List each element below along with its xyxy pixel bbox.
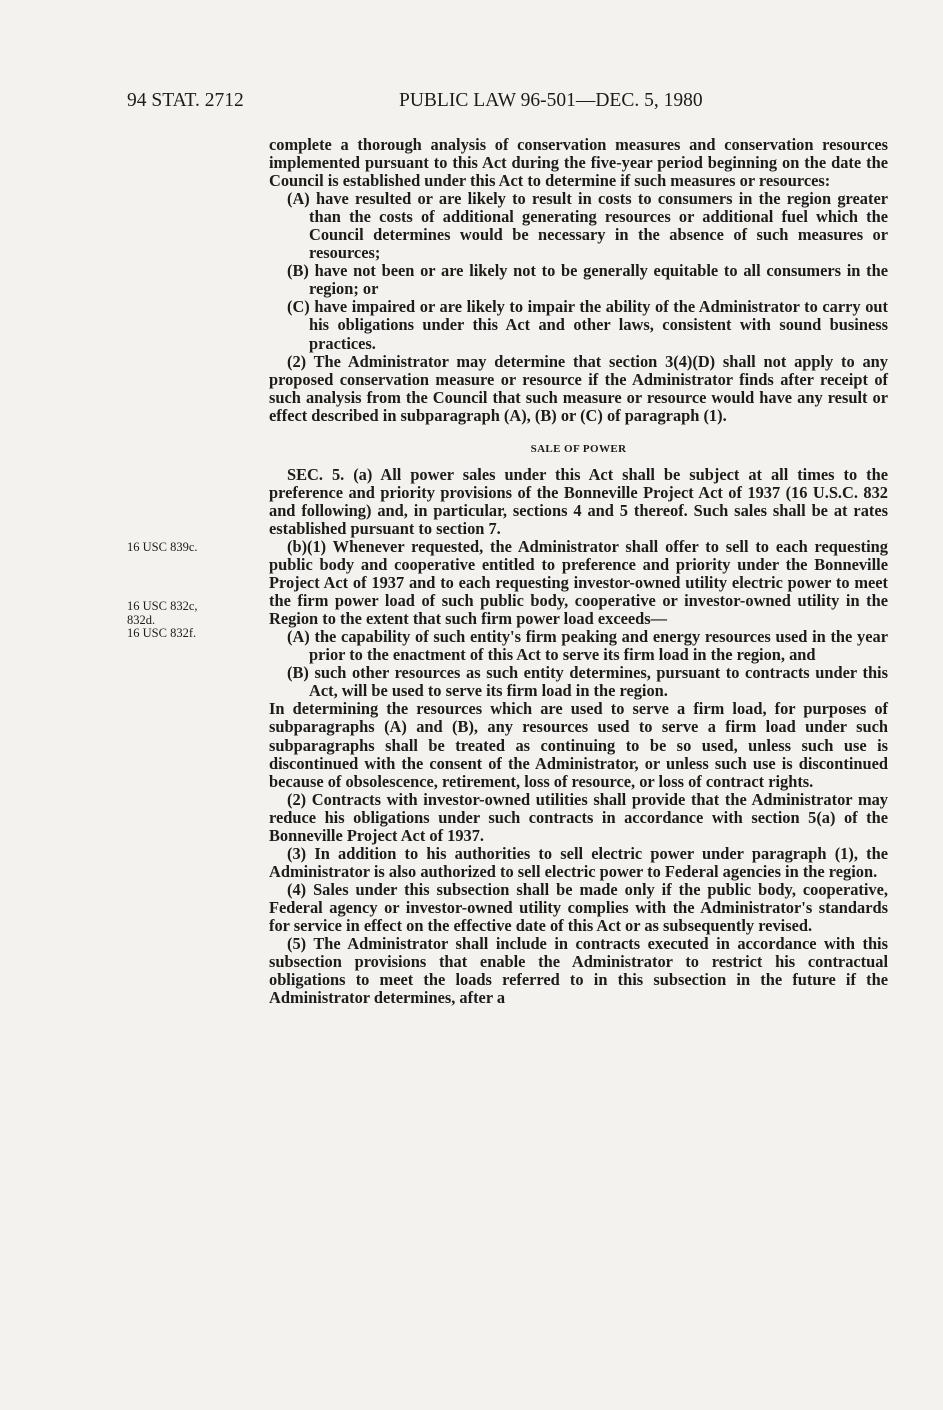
- subparagraph: (C) have impaired or are likely to impair the ability of the Administrator to carry out his obligations under this Act and other laws, consistent with sound business practices.: [287, 297, 888, 353]
- section-paragraph: (3) In addition to his authorities to sell electric power under paragraph (1), the Administrator is also authorized to sell electric power to Federal agencies in the region.: [269, 843, 888, 881]
- section-paragraph: In determining the resources which are used to serve a firm load, for purposes of subparagraphs (A) and (B), any resources used to serve a firm load under such subparagraphs shall be treated as continuing to be so used, unless such use is discontinued with the consent of the Administrator, or unless such use is discontinued because of obsolescence, retirement, loss of resource, or loss of contract rights.: [269, 699, 888, 791]
- section-paragraph: (b)(1) Whenever requested, the Administrator shall offer to sell to each requesting public body and cooperative entitled to preference and priority under the Bonneville Project Act of 1937 and to each requesting investor-owned utility electric power to meet the firm power load of such public body, cooperative or investor-owned utility in the Region to the extent that such firm power load exceeds—: [269, 536, 888, 629]
- section-paragraph: SEC. 5. (a) All power sales under this Act shall be subject at all times to the preference and priority provisions of the Bonneville Project Act of 1937 (16 U.S.C. 832 and following) and, in particular, sections 4 and 5 thereof. Such sales shall be at rates established pursuant to section 7.: [269, 464, 888, 538]
- statute-citation: 94 STAT. 2712: [127, 90, 244, 111]
- section-paragraph: (5) The Administrator shall include in contracts executed in accordance with this subsection provisions that enable the Administrator to restrict his contractual obligations to meet the loads referred to in this subsection in the future if the Administrator determines, after a: [269, 934, 888, 1008]
- section-paragraph: (4) Sales under this subsection shall be made only if the public body, cooperative, Federal agency or investor-owned utility complies with the Administrator's standards for service in effect on the effective date of this Act or as subsequently revised.: [269, 879, 888, 935]
- subparagraph: (A) the capability of such entity's firm peaking and energy resources used in the year prior to the enactment of this Act to serve its firm load in the region, and: [287, 627, 888, 665]
- subparagraph: (B) have not been or are likely not to be generally equitable to all consumers in the region; or: [287, 261, 888, 299]
- section-caption: SALE OF POWER: [530, 442, 627, 455]
- paragraph: (2) The Administrator may determine that section 3(4)(D) shall not apply to any proposed conservation measure or resource if the Administrator finds after receipt of such analysis from the Council that such measure or resource would have any result or effect described in subparagraph (A), (B) or (C) of paragraph (1).: [269, 351, 888, 425]
- page-title: PUBLIC LAW 96-501—DEC. 5, 1980: [399, 90, 703, 111]
- page-header: [127, 90, 887, 116]
- margin-note-citation: 16 USC 832f.: [127, 626, 197, 640]
- statute-body: [269, 136, 888, 1007]
- margin-note-citation: 16 USC 839c.: [127, 540, 198, 554]
- subparagraph: (B) such other resources as such entity determines, pursuant to contracts under this Act, will be used to serve its firm load in the region.: [287, 663, 888, 701]
- margin-note-citation: 832d.: [127, 613, 156, 627]
- subparagraph: (A) have resulted or are likely to result in costs to consumers in the region greater than the costs of additional generating resources or additional fuel which the Council determines would be necessary in the absence of such measures or resources;: [287, 189, 888, 263]
- section-paragraph: (2) Contracts with investor-owned utilities shall provide that the Administrator may reduce his obligations under such contracts in accordance with section 5(a) of the Bonneville Project Act of 1937.: [269, 789, 888, 845]
- bleed-through-note: [251, 452, 253, 463]
- margin-note-citation: 16 USC 832c,: [127, 599, 198, 613]
- paragraph: complete a thorough analysis of conservation measures and conservation resources implemented pursuant to this Act during the five-year period beginning on the date the Council is established under this Act to determine if such measures or resources:: [269, 135, 888, 191]
